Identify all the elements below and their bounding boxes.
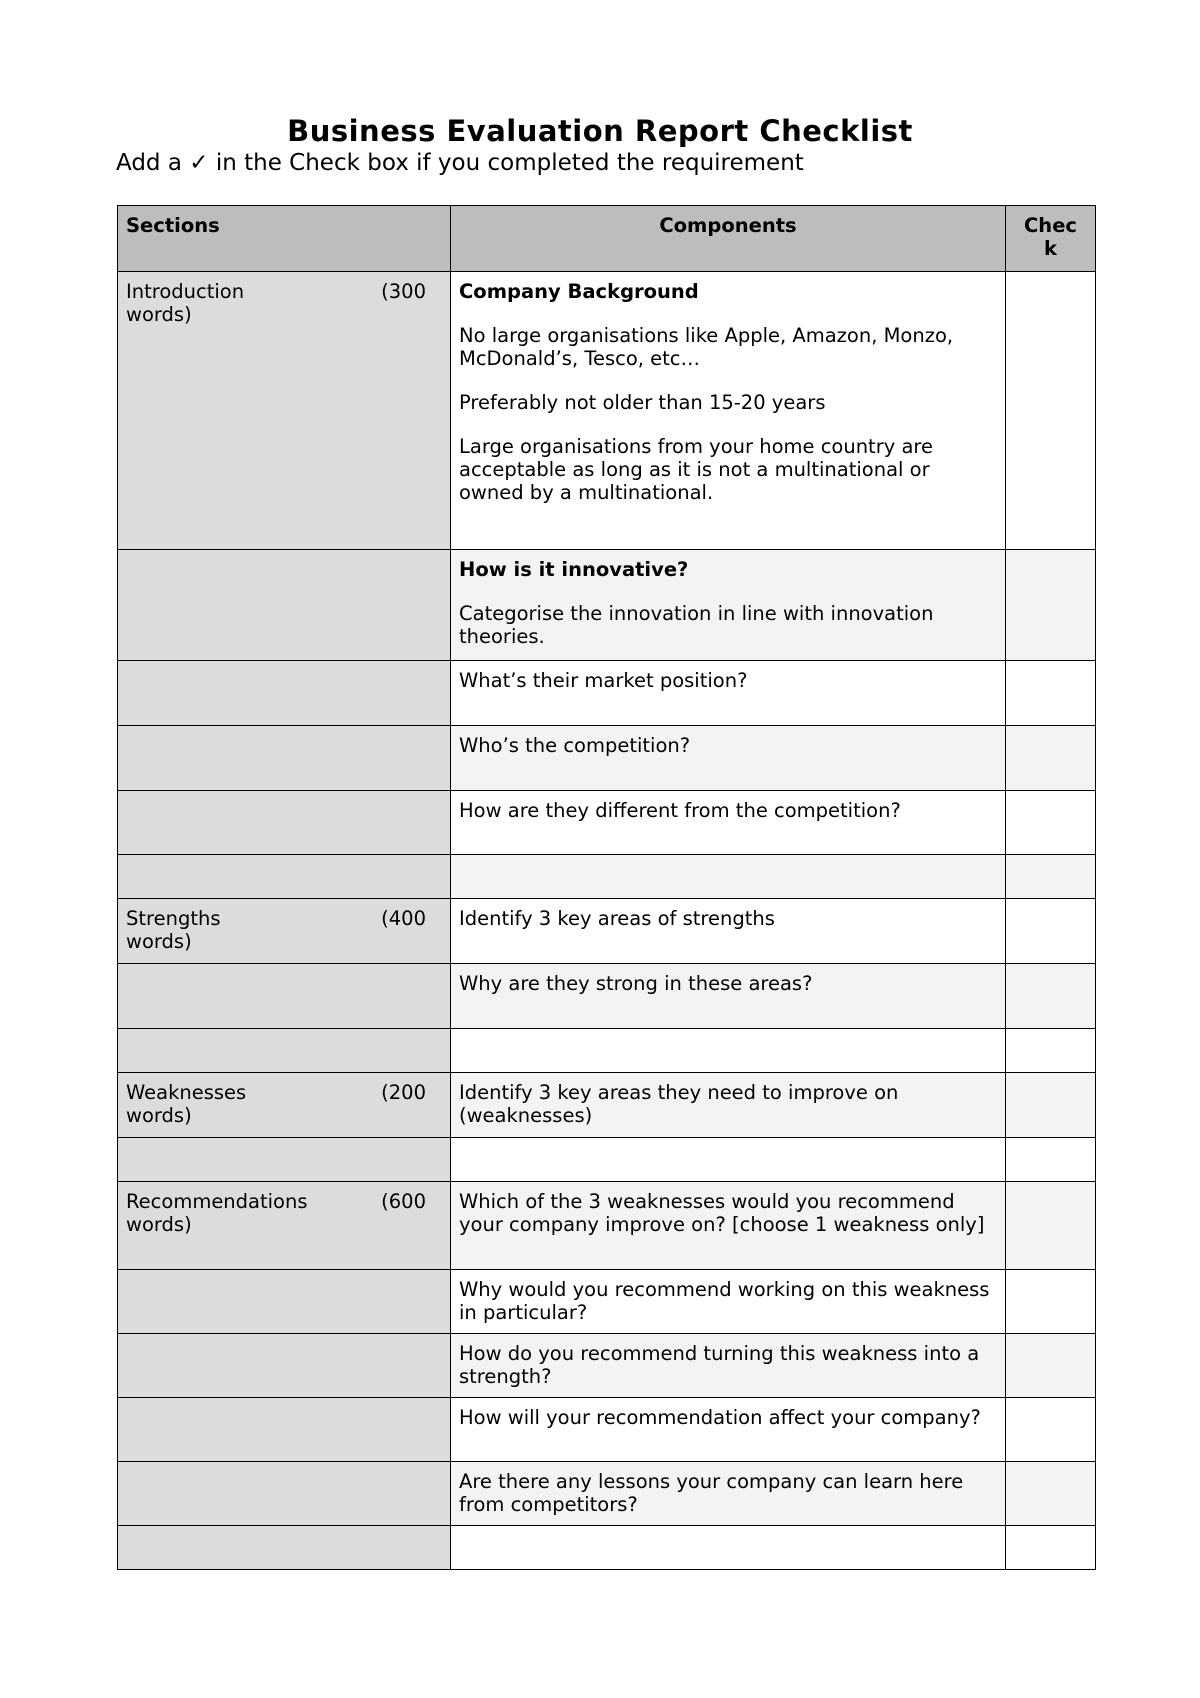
component-label: How are they different from the competition? (451, 791, 1006, 855)
check-box-cell[interactable] (1006, 899, 1096, 964)
component-label: Company Background (459, 280, 699, 303)
section-name: Weaknesses (126, 1081, 247, 1104)
table-row (118, 964, 1096, 1029)
section-word-count: (600 (381, 1190, 426, 1213)
check-box-cell[interactable] (1006, 1270, 1096, 1334)
spacer-row (118, 1029, 1096, 1073)
section-word-unit: words) (126, 930, 192, 953)
section-cell-empty (118, 661, 451, 726)
section-cell-empty (118, 1526, 451, 1570)
section-word-unit: words) (126, 1104, 192, 1127)
section-cell-empty (118, 1029, 451, 1073)
component-label: How is it innovative? (459, 558, 689, 581)
header-components: Components (451, 206, 1006, 272)
section-cell-empty (118, 1462, 451, 1526)
component-cell-empty (451, 1029, 1006, 1073)
table-row (118, 272, 1096, 550)
check-box-cell (1006, 855, 1096, 899)
table-row (118, 1462, 1096, 1526)
section-cell-empty (118, 550, 451, 661)
section-strengths (118, 899, 451, 964)
check-box-cell[interactable] (1006, 726, 1096, 791)
section-cell-empty (118, 1138, 451, 1182)
component-label: Who’s the competition? (451, 726, 1006, 791)
section-cell-empty (118, 1398, 451, 1462)
table-row (118, 1073, 1096, 1138)
component-cell-empty (451, 1526, 1006, 1570)
section-cell-empty (118, 791, 451, 855)
section-name: Recommendations (126, 1190, 308, 1213)
check-box-cell (1006, 1138, 1096, 1182)
section-word-count: (200 (381, 1081, 426, 1104)
component-cell-empty (451, 855, 1006, 899)
section-cell-empty (118, 1270, 451, 1334)
check-box-cell[interactable] (1006, 1398, 1096, 1462)
spacer-row (118, 1138, 1096, 1182)
component-label: Why would you recommend working on this weakness in particular? (451, 1270, 1006, 1334)
header-sections: Sections (118, 206, 451, 272)
page-title: Business Evaluation Report Checklist (287, 114, 913, 148)
section-weaknesses (118, 1073, 451, 1138)
table-row (118, 1182, 1096, 1270)
component-label: What’s their market position? (451, 661, 1006, 726)
section-name: Introduction (126, 280, 245, 303)
section-cell-empty (118, 726, 451, 791)
component-label: Are there any lessons your company can learn here from competitors? (451, 1462, 1006, 1526)
component-label: Why are they strong in these areas? (451, 964, 1006, 1029)
component-label: Which of the 3 weaknesses would you recommend your company improve on? [choose 1 weakness only] (451, 1182, 1006, 1270)
check-box-cell[interactable] (1006, 1334, 1096, 1398)
component-cell (451, 272, 1006, 550)
section-word-count: (400 (381, 907, 426, 930)
section-cell-empty (118, 1334, 451, 1398)
section-cell-empty (118, 855, 451, 899)
component-note: No large organisations like Apple, Amazon, Monzo, McDonald’s, Tesco, etc… (459, 324, 954, 370)
section-cell-empty (118, 964, 451, 1029)
section-word-unit: words) (126, 1213, 192, 1236)
spacer-row (118, 855, 1096, 899)
table-row (118, 550, 1096, 661)
table-row (118, 791, 1096, 855)
section-name: Strengths (126, 907, 221, 930)
section-word-count: (300 (381, 280, 426, 303)
check-box-cell[interactable] (1006, 1462, 1096, 1526)
section-word-unit: words) (126, 303, 192, 326)
check-box-cell[interactable] (1006, 1073, 1096, 1138)
check-box-cell[interactable] (1006, 1182, 1096, 1270)
component-note: Large organisations from your home country are acceptable as long as it is not a multinational or owned by a multinational. (459, 435, 933, 504)
component-label: How will your recommendation affect your company? (451, 1398, 1006, 1462)
table-row (118, 726, 1096, 791)
component-label: Identify 3 key areas they need to improve on (weaknesses) (451, 1073, 1006, 1138)
table-row (118, 1398, 1096, 1462)
check-box-cell (1006, 1526, 1096, 1570)
component-cell (451, 550, 1006, 661)
component-label: How do you recommend turning this weakness into a strength? (451, 1334, 1006, 1398)
table-row (118, 1334, 1096, 1398)
section-introduction (118, 272, 451, 550)
check-box-cell[interactable] (1006, 272, 1096, 550)
spacer-row (118, 1526, 1096, 1570)
component-cell-empty (451, 1138, 1006, 1182)
check-box-cell[interactable] (1006, 661, 1096, 726)
component-note: Preferably not older than 15-20 years (459, 391, 826, 414)
check-box-cell[interactable] (1006, 791, 1096, 855)
table-row (118, 899, 1096, 964)
component-label: Identify 3 key areas of strengths (451, 899, 1006, 964)
instructions-text: Add a ✓ in the Check box if you completed the requirement (116, 150, 804, 176)
check-box-cell (1006, 1029, 1096, 1073)
section-recommendations (118, 1182, 451, 1270)
header-row (118, 206, 1096, 272)
check-box-cell[interactable] (1006, 964, 1096, 1029)
header-check: Chec k (1006, 206, 1096, 272)
check-box-cell[interactable] (1006, 550, 1096, 661)
table-row (118, 661, 1096, 726)
component-note: Categorise the innovation in line with innovation theories. (459, 602, 934, 648)
checklist-table (117, 205, 1096, 1570)
table-row (118, 1270, 1096, 1334)
